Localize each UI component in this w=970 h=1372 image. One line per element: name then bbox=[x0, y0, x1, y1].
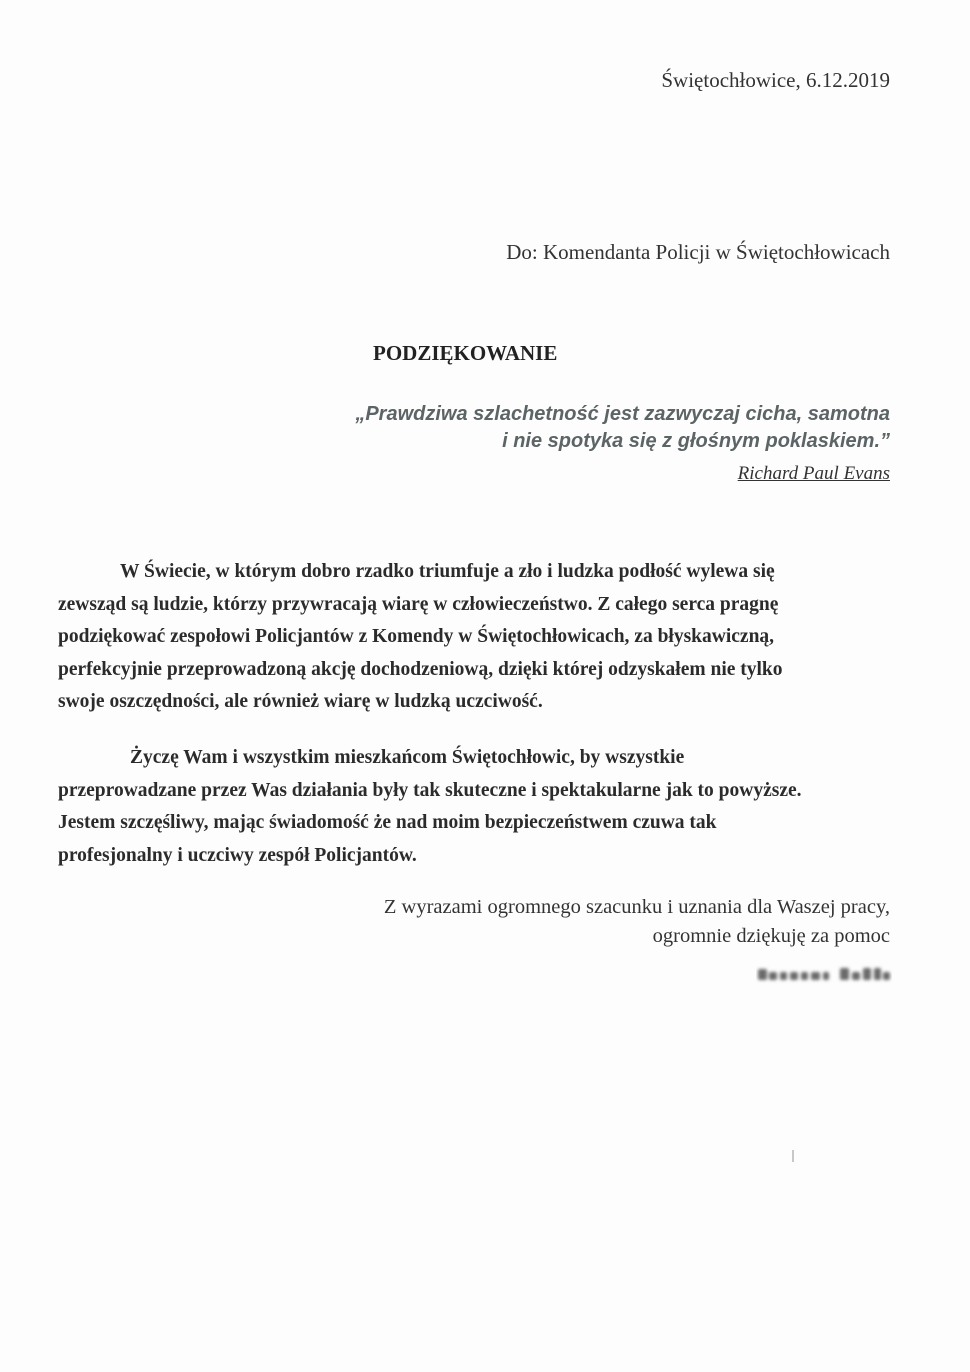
quote-author: Richard Paul Evans bbox=[737, 463, 890, 484]
paragraph-line: perfekcyjnie przeprowadzoną akcję dochodzeniową, dzięki której odzyskałem nie tylko bbox=[58, 658, 783, 680]
paragraph-line: przeprowadzane przez Was działania były tak skuteczne i spektakularne jak to powyższe. bbox=[58, 779, 802, 801]
document-title: PODZIĘKOWANIE bbox=[373, 341, 558, 365]
closing-line: ogromnie dziękuję za pomoc bbox=[652, 925, 890, 947]
closing-formula bbox=[384, 893, 890, 951]
recipient-line: Do: Komendanta Policji w Świętochłowicach bbox=[506, 240, 890, 264]
paragraph-line: Jestem szczęśliwy, mając świadomość że nad moim bezpieczeństwem czuwa tak bbox=[58, 812, 717, 833]
blurred-signature-image bbox=[756, 963, 892, 985]
paragraph-line: podziękować zespołowi Policjantów z Komendy w Świętochłowicach, za błyskawiczną, bbox=[58, 626, 775, 647]
paragraph-line: Życzę Wam i wszystkim mieszkańcom Świętochłowic, by wszystkie bbox=[130, 747, 685, 768]
quote-line: i nie spotyka się z głośnym poklaskiem.” bbox=[502, 430, 890, 452]
quote-line: „Prawdziwa szlachetność jest zazwyczaj cicha, samotna bbox=[355, 403, 890, 425]
paragraph-line: swoje oszczędności, ale również wiarę w ludzką uczciwość. bbox=[58, 691, 543, 712]
scan-artifact-mark bbox=[792, 1150, 794, 1162]
closing-line: Z wyrazami ogromnego szacunku i uznania dla Waszej pracy, bbox=[383, 896, 890, 918]
place-and-date: Świętochłowice, 6.12.2019 bbox=[661, 68, 890, 92]
paragraph-line: W Świecie, w którym dobro rzadko triumfuje a zło i ludzka podłość wylewa się bbox=[120, 561, 775, 582]
body-paragraph bbox=[58, 556, 783, 719]
paragraph-line: zewsząd są ludzie, którzy przywracają wiarę w człowieczeństwo. Z całego serca pragnę bbox=[58, 593, 779, 615]
paragraph-line: profesjonalny i uczciwy zespół Policjantów. bbox=[58, 844, 417, 866]
epigraph-quote bbox=[355, 401, 890, 455]
body-paragraph bbox=[58, 742, 802, 872]
